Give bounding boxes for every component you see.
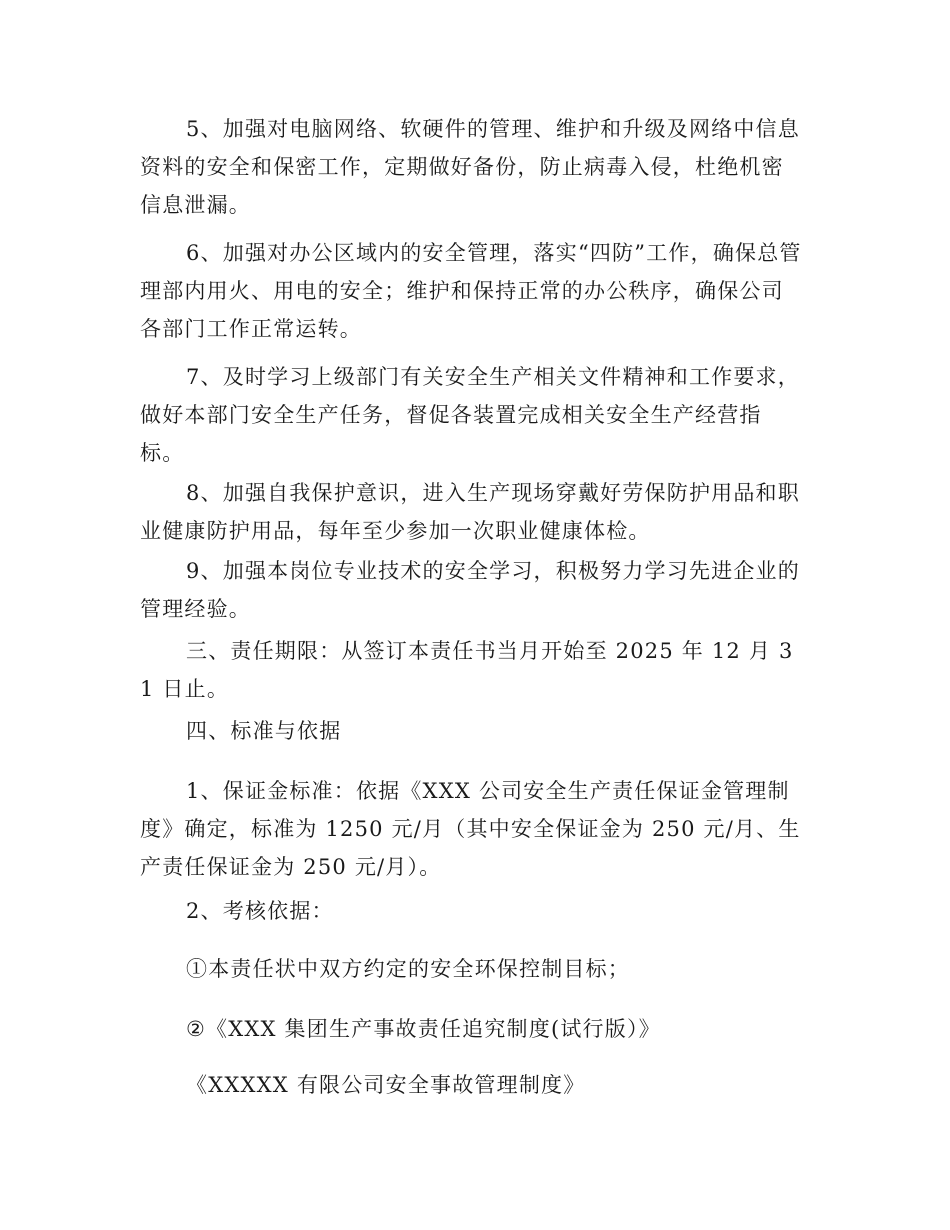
paragraph-item-7: 7、及时学习上级部门有关安全生产相关文件精神和工作要求，做好本部门安全生产任务，督促各装置完成相关安全生产经营指标。 bbox=[140, 365, 800, 465]
paragraph-item-9: 9、加强本岗位专业技术的安全学习，积极努力学习先进企业的管理经验。 bbox=[140, 559, 800, 621]
basis-item-2: ②《XXX 集团生产事故责任追究制度(试行版）》 bbox=[186, 1017, 661, 1041]
basis-item-1: ①本责任状中双方约定的安全环保控制目标； bbox=[186, 957, 630, 981]
paragraph-item-5: 5、加强对电脑网络、软硬件的管理、维护和升级及网络中信息资料的安全和保密工作，定期做好备份，防止病毒入侵，杜绝机密信息泄漏。 bbox=[140, 117, 800, 217]
paragraph-item-8: 8、加强自我保护意识，进入生产现场穿戴好劳保防护用品和职业健康防护用品，每年至少参加一次职业健康体检。 bbox=[140, 481, 800, 543]
assessment-basis-heading: 2、考核依据： bbox=[186, 899, 334, 923]
basis-item-3: 《XXXXX 有限公司安全事故管理制度》 bbox=[186, 1073, 586, 1097]
paragraph-item-6: 6、加强对办公区域内的安全管理，落实“四防”工作，确保总管理部内用火、用电的安全；维护和保持正常的办公秩序，确保公司各部门工作正常运转。 bbox=[140, 241, 802, 341]
section-term: 三、责任期限：从签订本责任书当月开始至 2025 年 12 月 31 日止。 bbox=[140, 639, 794, 701]
deposit-standard: 1、保证金标准：依据《XXX 公司安全生产责任保证金管理制度》确定，标准为 1250 元/月（其中安全保证金为 250 元/月、生产责任保证金为 250 元/月）。 bbox=[140, 779, 801, 879]
section-standards-heading: 四、标准与依据 bbox=[186, 719, 342, 743]
